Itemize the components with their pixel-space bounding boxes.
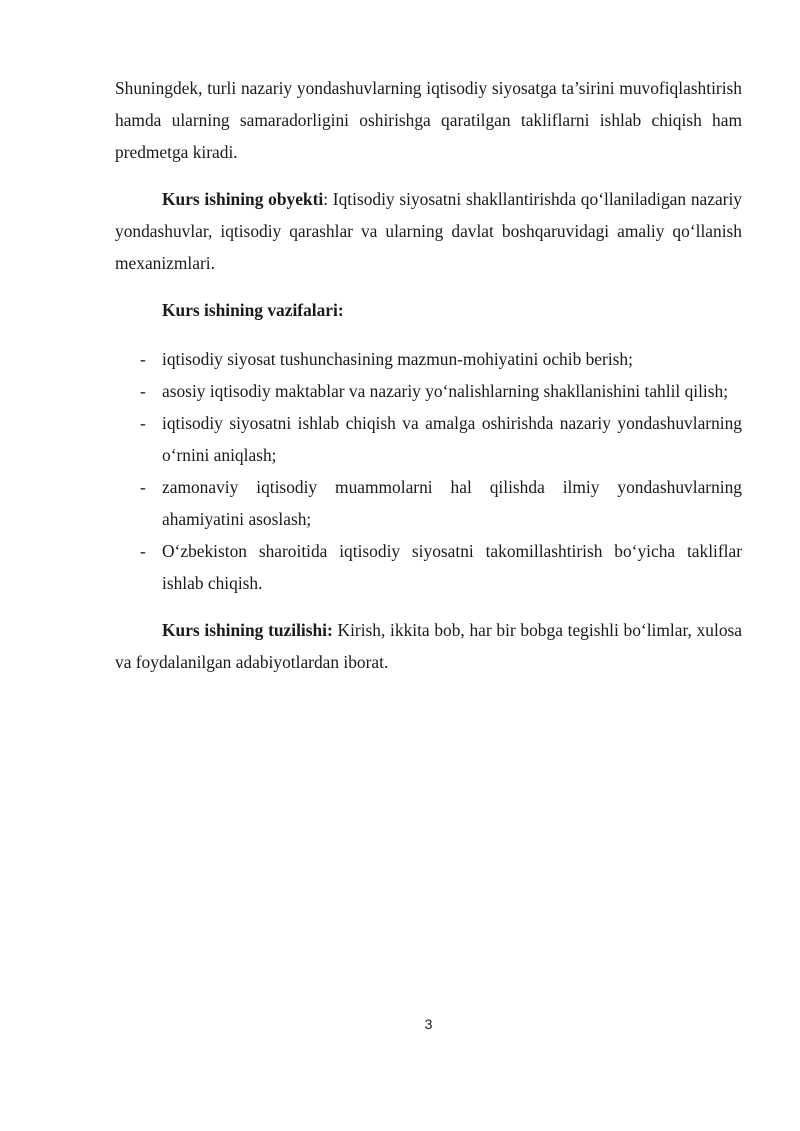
- intro-paragraph: Shuningdek, turli nazariy yondashuvlarning iqtisodiy siyosatga ta’sirini muvofiqlashtirish hamda ularning samaradorligini oshirishga qaratilgan takliflarni ishlab chiqish ham predmetga kiradi.: [115, 78, 742, 162]
- list-item-text: iqtisodiy siyosatni ishlab chiqish va amalga oshirishda nazariy yondashuvlarning o‘rnini aniqlash;: [162, 413, 742, 465]
- bullet-dash: -: [140, 413, 146, 433]
- list-item-text: O‘zbekiston sharoitida iqtisodiy siyosatni takomillashtirish bo‘yicha takliflar ishlab chiqish.: [162, 541, 742, 593]
- list-item: [115, 535, 742, 599]
- list-item-text: zamonaviy iqtisodiy muammolarni hal qilishda ilmiy yondashuvlarning ahamiyatini asoslash;: [162, 477, 742, 529]
- object-text: : Iqtisodiy siyosatni shakllantirishda qo‘llaniladigan nazariy yondashuvlar, iqtisodiy qarashlar va ularning davlat boshqaruvidagi amaliy qo‘llanish mexanizmlari.: [115, 189, 742, 273]
- bullet-dash: -: [140, 349, 146, 369]
- object-label: Kurs ishining obyekti: [162, 189, 324, 209]
- page-content: [115, 72, 742, 678]
- object-paragraph: [115, 183, 742, 279]
- page-number: 3: [424, 1016, 433, 1032]
- list-item: [115, 471, 742, 535]
- structure-label: Kurs ishining tuzilishi:: [162, 620, 333, 640]
- bullet-dash: -: [140, 477, 146, 497]
- bullet-dash: -: [140, 541, 146, 561]
- list-item-text: iqtisodiy siyosat tushunchasining mazmun-mohiyatini ochib berish;: [162, 349, 633, 369]
- structure-paragraph: [115, 614, 742, 678]
- tasks-list: [115, 343, 742, 599]
- tasks-heading: Kurs ishining vazifalari:: [162, 300, 344, 320]
- structure-text: Kirish, ikkita bob, har bir bobga tegishli bo‘limlar, xulosa va foydalanilgan adabiyotlardan iborat.: [115, 620, 742, 672]
- bullet-dash: -: [140, 381, 146, 401]
- list-item: [115, 407, 742, 471]
- list-item: [115, 375, 742, 407]
- list-item-text: asosiy iqtisodiy maktablar va nazariy yo‘nalishlarning shakllanishini tahlil qilish;: [162, 381, 729, 401]
- list-item: [115, 343, 742, 375]
